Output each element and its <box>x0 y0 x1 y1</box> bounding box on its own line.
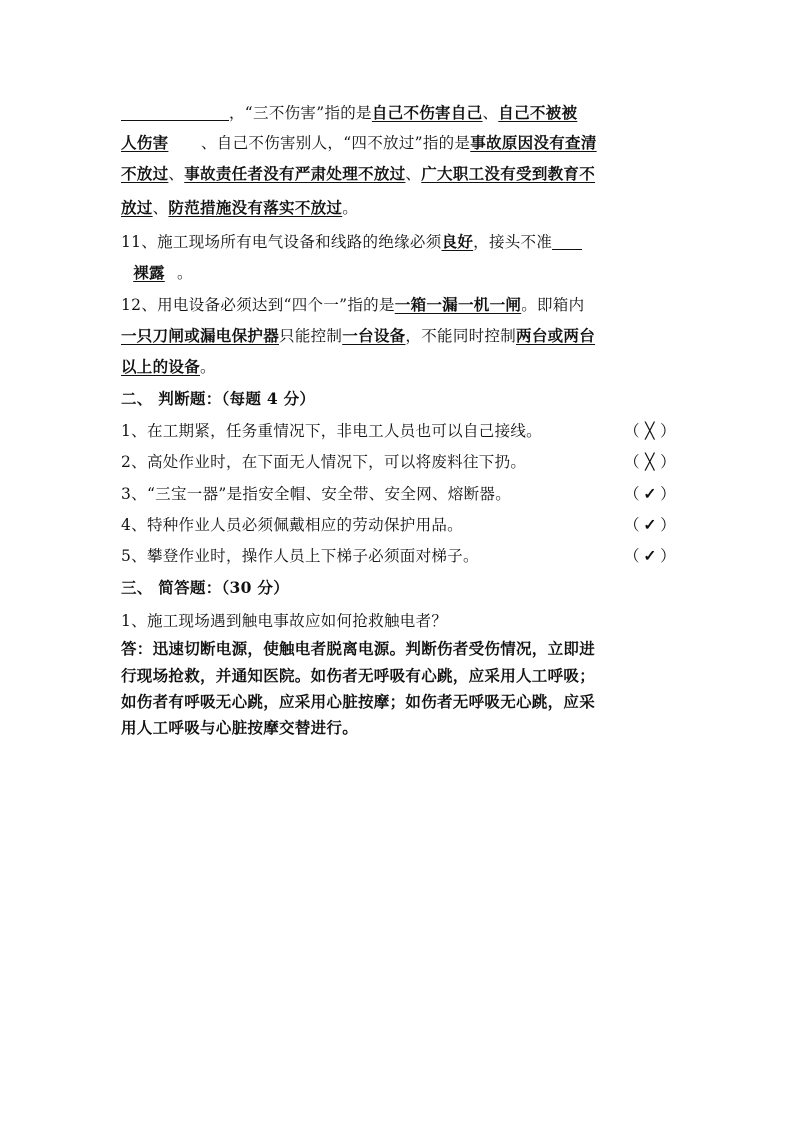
text: 、 <box>482 104 499 122</box>
answer-text: 一箱一漏一机一闸 <box>394 295 522 314</box>
fill-blank <box>121 102 229 121</box>
paren-close: ） <box>660 422 676 440</box>
text: 11、施工现场所有电气设备和线路的绝缘必须 <box>121 233 442 251</box>
judge-item <box>121 479 676 509</box>
text: 、 <box>168 165 185 183</box>
answer-text: 一只刀闸或漏电保护器 <box>121 326 280 345</box>
answer-text: 广大职工没有受到教育不 <box>421 164 596 183</box>
section-heading-short: 三、 简答题：（30 分） <box>121 578 290 597</box>
section-heading-judge: 二、 判断题：（每题 4 分） <box>121 389 316 408</box>
judge-question: 1、在工期紧，任务重情况下，非电工人员也可以自己接线。 <box>121 422 542 440</box>
paren-open: （ <box>624 422 640 440</box>
paren-open: （ <box>624 485 640 503</box>
question-11 <box>121 227 676 257</box>
judge-question: 4、特种作业人员必须佩戴相应的劳动保护用品。 <box>121 516 463 534</box>
text: 12、用电设备必须达到“四个一”指的是 <box>121 296 395 314</box>
question-12-cont2 <box>121 352 676 382</box>
text: 。 <box>342 199 359 217</box>
paren-close: ） <box>660 547 676 565</box>
text: 。 <box>200 358 216 376</box>
answer-text: 自己不被被 <box>498 103 578 122</box>
fill-line-1 <box>121 98 676 128</box>
judge-item <box>121 541 676 571</box>
answer-text: 不放过 <box>121 164 169 183</box>
answer-text: 两台或两台 <box>516 326 596 345</box>
cross-icon: ╳ <box>645 452 655 471</box>
fill-blank <box>552 231 582 250</box>
short-answer-line: 行现场抢救，并通知医院。如伤者无呼吸有心跳，应采用人工呼吸； <box>121 666 596 685</box>
question-12-cont <box>121 321 676 351</box>
paren-open: （ <box>624 516 640 534</box>
answer-text: 事故责任者没有严肃处理不放过 <box>184 164 406 183</box>
text: 、 <box>152 199 169 217</box>
answer-text: 人伤害 <box>121 133 169 152</box>
check-icon: ✓ <box>643 484 657 503</box>
fill-line-3 <box>121 159 676 189</box>
text: ，不能同时控制 <box>405 327 517 345</box>
paren-open: （ <box>624 547 640 565</box>
text: ，“三不伤害”指的是 <box>229 104 372 122</box>
judge-item <box>121 447 676 477</box>
text: ，接头不准 <box>473 233 553 251</box>
cross-icon: ╳ <box>645 421 655 440</box>
text: 、自己不伤害别人，“四不放过”指的是 <box>201 134 471 152</box>
check-icon: ✓ <box>643 546 657 565</box>
answer-text: 放过 <box>121 198 153 217</box>
fill-line-2 <box>121 128 676 158</box>
answer-text: 一台设备 <box>342 326 406 345</box>
check-icon: ✓ <box>643 515 657 534</box>
short-answer-line: 答：迅速切断电源，使触电者脱离电源。判断伤者受伤情况，立即进 <box>121 639 596 658</box>
answer-text: 事故原因没有查清 <box>470 133 597 152</box>
fill-line-4 <box>121 193 676 223</box>
answer-text: 以上的设备 <box>121 357 201 376</box>
short-answer-line: 如伤者有呼吸无心跳，应采用心脏按摩；如伤者无呼吸无心跳，应采 <box>121 692 596 711</box>
judge-question: 2、高处作业时，在下面无人情况下，可以将废料往下扔。 <box>121 453 527 471</box>
short-answer-line: 用人工呼吸与心脏按摩交替进行。 <box>121 718 359 737</box>
text: 只能控制 <box>279 327 343 345</box>
text: 。即箱内 <box>521 296 585 314</box>
judge-answer <box>624 447 676 477</box>
paren-close: ） <box>660 485 676 503</box>
judge-answer <box>624 541 676 571</box>
paren-close: ） <box>660 516 676 534</box>
judge-item <box>121 416 676 446</box>
text: 。 <box>177 264 193 282</box>
judge-question: 3、“三宝一器”是指安全帽、安全带、安全网、熔断器。 <box>121 485 512 503</box>
short-question: 1、施工现场遇到触电事故应如何抢救触电者？ <box>121 612 448 630</box>
judge-answer <box>624 479 676 509</box>
question-11-cont <box>121 258 676 288</box>
answer-text: 良好 <box>441 232 474 251</box>
answer-text: 裸露 <box>133 263 165 282</box>
judge-answer <box>624 510 676 540</box>
paren-close: ） <box>660 453 676 471</box>
answer-text: 自己不伤害自己 <box>371 103 483 122</box>
judge-item <box>121 510 676 540</box>
paren-open: （ <box>624 453 640 471</box>
answer-text: 防范措施没有落实不放过 <box>168 198 343 217</box>
judge-answer <box>624 416 676 446</box>
question-12 <box>121 290 676 320</box>
text: 、 <box>405 165 422 183</box>
judge-question: 5、攀登作业时，操作人员上下梯子必须面对梯子。 <box>121 547 479 565</box>
